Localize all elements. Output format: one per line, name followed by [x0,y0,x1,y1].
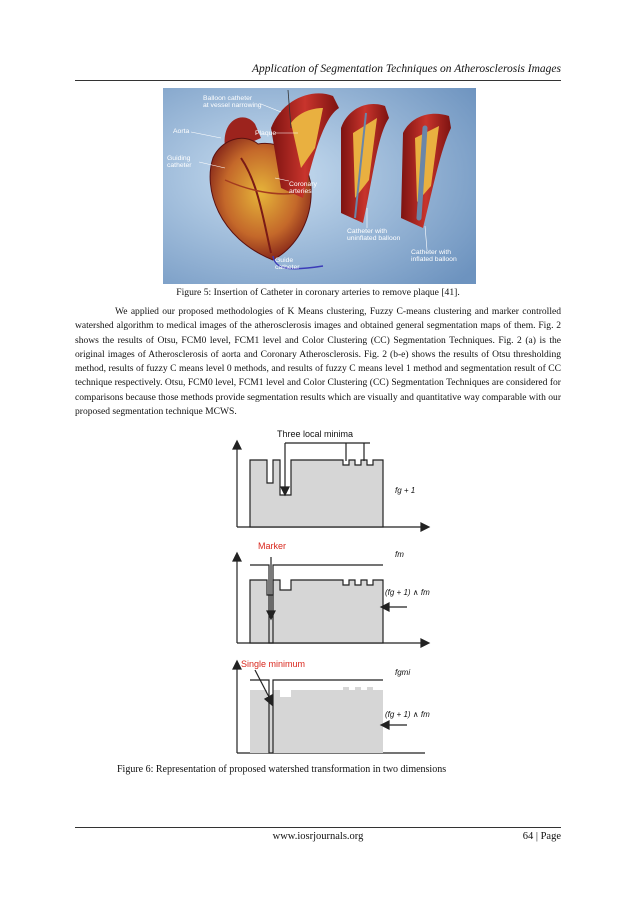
label-guide-catheter: Guide catheter [275,257,300,271]
panel-2-title: Marker [258,541,287,551]
panel-2-label-top: fm [395,550,404,559]
panel-2-label-right: (fg + 1) ∧ fm [385,588,430,597]
footer-url[interactable]: www.iosrjournals.org [272,831,364,842]
label-balloon-catheter: Balloon catheter at vessel narrowing [203,95,262,109]
body-paragraph [75,305,561,419]
footer-page-number: 64 | Page [522,831,561,842]
body-paragraph-text: We applied our proposed methodologies of K Means clustering, Fuzzy C-means clustering and marker controlled watershed algorithm to medical images of the atherosclerosis images and obtained general segmentation maps of them. Fig. 2 shows the results of Otsu, FCM0 level, FCM1 level and Color Clustering (CC) Segmentation Techniques. Fig. 2 (a) is the original images of Atherosclerosis of aorta and Coronary Atherosclerosis. Fig. 2 (b-e) shows the results of Otsu thresholding method, results of fuzzy C means level 0 methods, and results of fuzzy C means level 1 method and segmentation result of CC technique respectively. Otsu, FCM0 level, FCM1 level and Color Clustering (CC) Segmentation Techniques are considered for comparisons because those methods provide segmentation results which are visually and quantitative way comparable with our proposed segmentation technique MCWS. [75,306,561,418]
label-guiding-catheter: Guiding catheter [167,155,192,169]
label-aorta: Aorta [173,128,190,135]
figure-5-caption: Figure 5: Insertion of Catheter in coronary arteries to remove plaque [41]. [176,287,460,298]
figure-6-caption: Figure 6: Representation of proposed watershed transformation in two dimensions [117,764,447,775]
figure-6-diagram [225,425,460,755]
label-catheter-inflated: Catheter with inflated balloon [411,249,457,263]
figure-5-illustration [163,88,476,284]
footer-rule [75,827,561,828]
panel-3-title: Single minimum [241,659,306,669]
panel-2 [233,553,429,647]
label-coronary-arteries: Coronary arteries [289,181,317,195]
panel-1-title: Three local minima [277,429,354,439]
panel-3-label-top: fgmi [395,668,411,677]
label-catheter-uninflated: Catheter with uninflated balloon [347,228,401,242]
panel-1-label: fg + 1 [395,486,416,495]
panel-3-label-right: (fg + 1) ∧ fm [385,710,430,719]
header-rule [75,80,561,81]
running-header: Application of Segmentation Techniques on Atherosclerosis Images [252,63,561,75]
label-plaque: Plaque [255,130,277,137]
